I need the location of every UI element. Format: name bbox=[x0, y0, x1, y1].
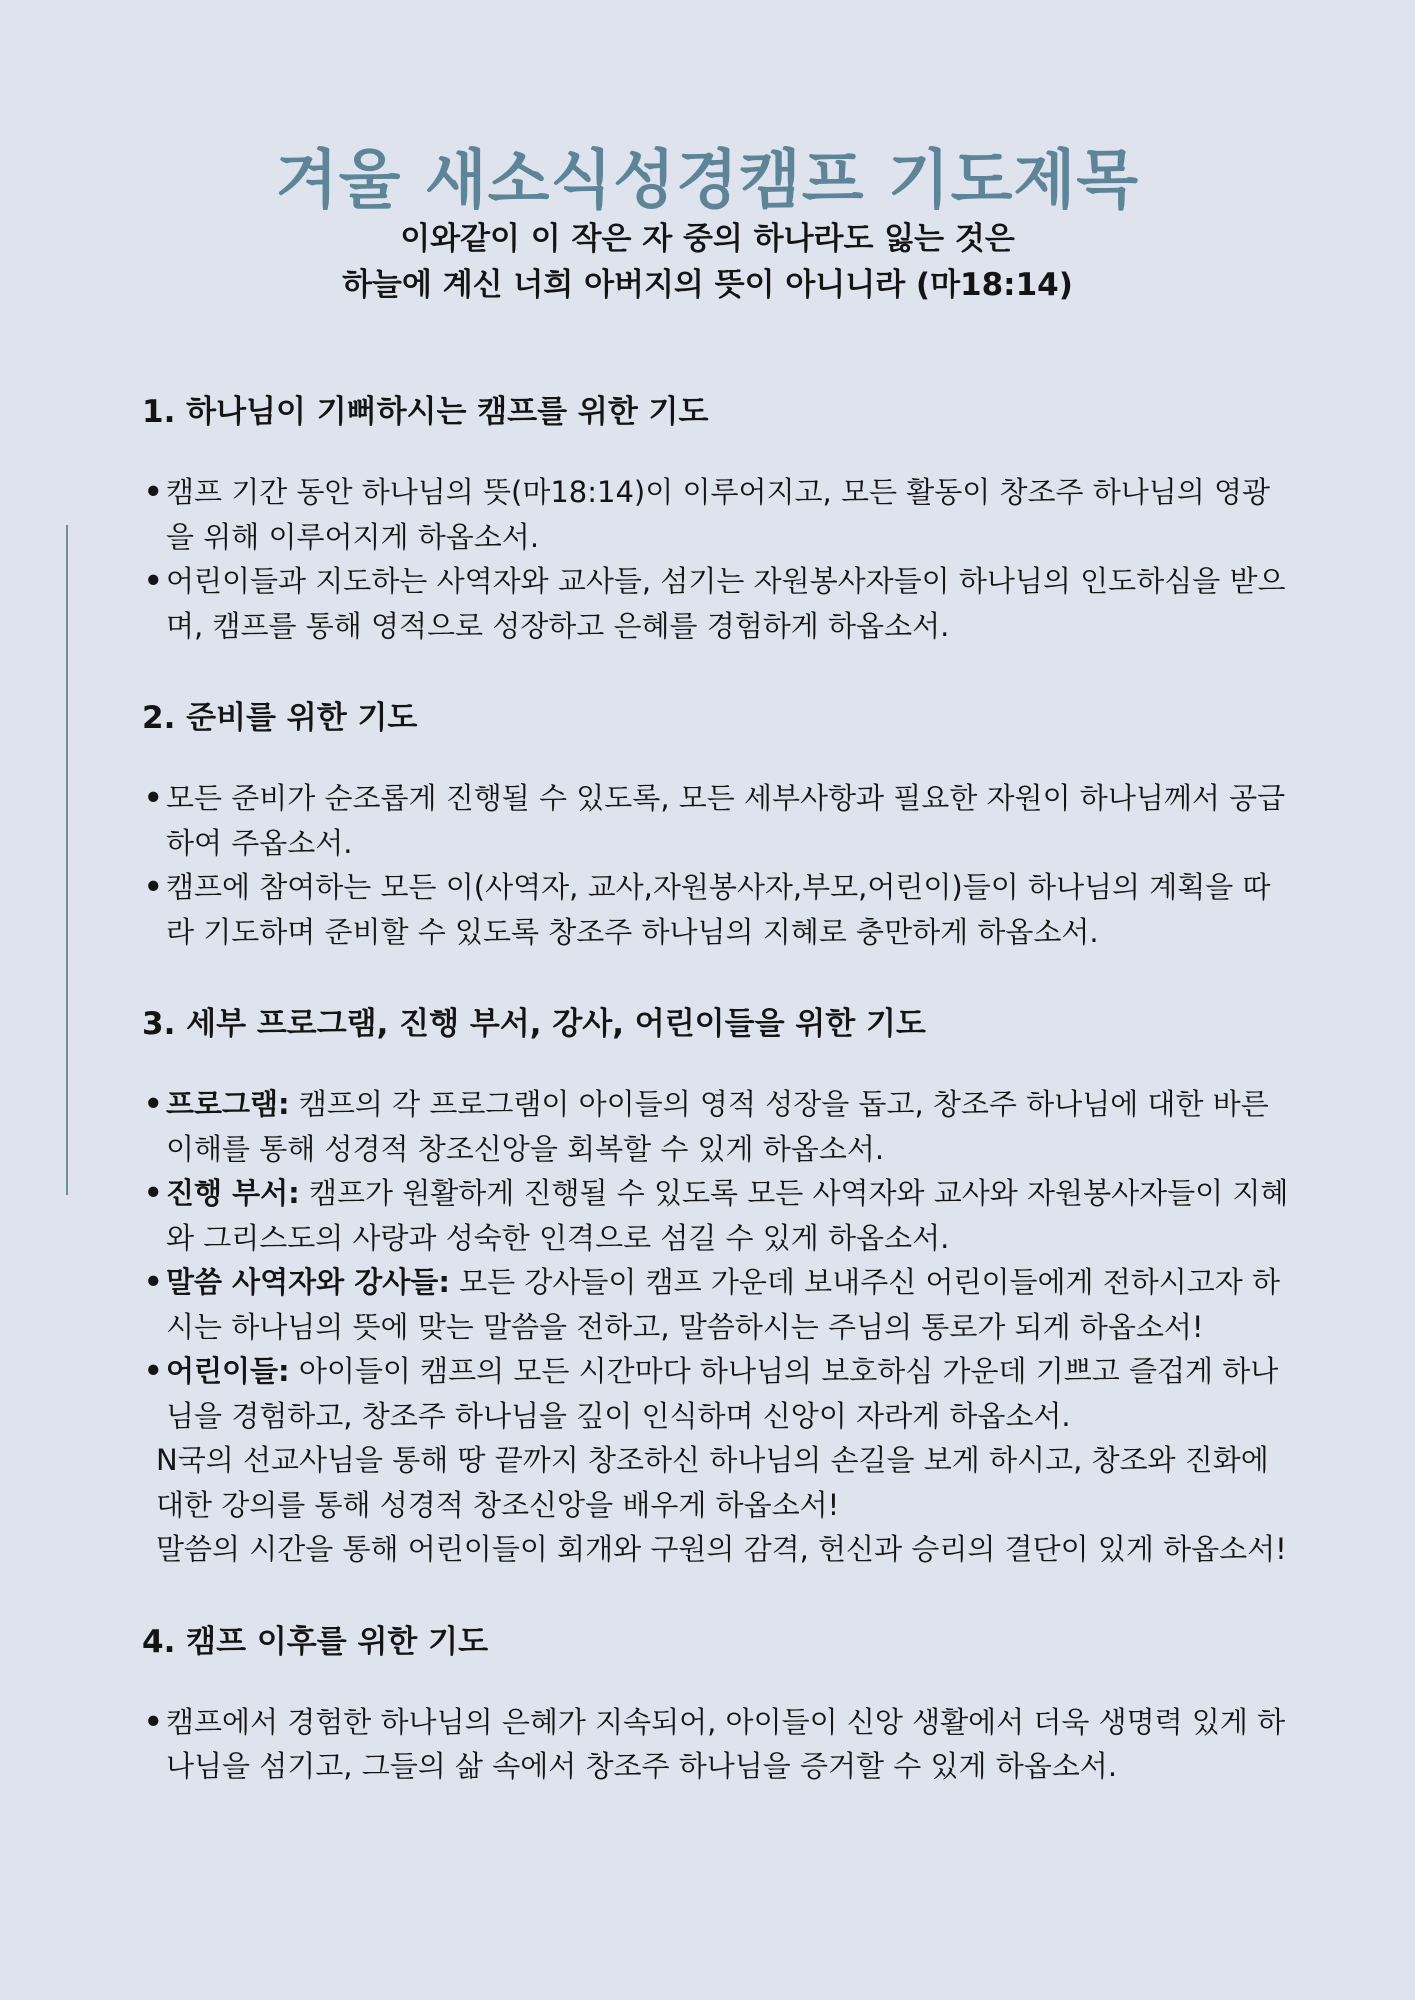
section-heading: 1. 하나님이 기뻐하시는 캠프를 위한 기도 bbox=[142, 394, 709, 430]
prayer-item-speakers bbox=[142, 1260, 1292, 1349]
item-text: 캠프의 각 프로그램이 아이들의 영적 성장을 돕고, 창조주 하나님에 대한 바른 이해를 통해 성경적 창조신앙을 회복할 수 있게 하옵소서. bbox=[166, 1087, 1269, 1166]
prayer-item: • 캠프 기간 동안 하나님의 뜻(마18:14)이 이루어지고, 모든 활동이 창조주 하나님의 영광을 위해 이루어지게 하옵소서. bbox=[142, 470, 1292, 559]
section-after-camp bbox=[142, 1614, 1292, 1789]
item-lead: 어린이들: bbox=[166, 1354, 290, 1388]
prayer-item: • 모든 준비가 순조롭게 진행될 수 있도록, 모든 세부사항과 필요한 자원이 하나님께서 공급하여 주옵소서. bbox=[142, 776, 1292, 865]
section-heading: 4. 캠프 이후를 위한 기도 bbox=[142, 1623, 489, 1660]
section-camp-pleasing-god bbox=[142, 384, 1292, 648]
prayer-item-extra: N국의 선교사님을 통해 땅 끝까지 창조하신 하나님의 손길을 보게 하시고, 창조와 진화에 대한 강의를 통해 성경적 창조신앙을 배우게 하옵소서! bbox=[156, 1443, 1269, 1522]
prayer-item-program bbox=[142, 1082, 1292, 1171]
prayer-list bbox=[142, 384, 1292, 1831]
section-preparation bbox=[142, 690, 1292, 954]
verse-line-2: 하늘에 계신 너희 아버지의 뜻이 아니니라 (마18:14) bbox=[342, 267, 1073, 303]
prayer-item: • 캠프에 참여하는 모든 이(사역자, 교사,자원봉사자,부모,어린이)들이 하나님의 계획을 따라 기도하며 준비할 수 있도록 창조주 하나님의 지혜로 충만하게 하옵소서. bbox=[142, 865, 1292, 954]
prayer-item-children bbox=[142, 1349, 1292, 1438]
prayer-item-department bbox=[142, 1171, 1292, 1260]
item-text: 캠프가 원활하게 진행될 수 있도록 모든 사역자와 교사와 자원봉사자들이 지혜와 그리스도의 사랑과 성숙한 인격으로 섬길 수 있게 하옵소서. bbox=[166, 1176, 1289, 1255]
prayer-item: • 캠프에서 경험한 하나님의 은혜가 지속되어, 아이들이 신앙 생활에서 더욱 생명력 있게 하나님을 섬기고, 그들의 삶 속에서 창조주 하나님을 증거할 수 있게 하옵소서. bbox=[142, 1700, 1292, 1789]
prayer-items bbox=[142, 1082, 1292, 1572]
section-programs bbox=[142, 996, 1292, 1572]
prayer-item-extra: 말씀의 시간을 통해 어린이들이 회개와 구원의 감격, 헌신과 승리의 결단이 있게 하옵소서! bbox=[156, 1532, 1287, 1566]
prayer-items bbox=[142, 1700, 1292, 1789]
verse-line-1: 이와같이 이 작은 자 중의 하나라도 잃는 것은 bbox=[400, 221, 1015, 257]
item-lead: 프로그램: bbox=[166, 1087, 290, 1121]
section-heading: 3. 세부 프로그램, 진행 부서, 강사, 어린이들을 위한 기도 bbox=[142, 1006, 926, 1042]
item-lead: 진행 부서: bbox=[166, 1176, 300, 1210]
page-title: 겨울 새소식성경캠프 기도제목 bbox=[275, 143, 1140, 218]
item-text: 아이들이 캠프의 모든 시간마다 하나님의 보호하심 가운데 기쁘고 즐겁게 하나님을 경험하고, 창조주 하나님을 깊이 인식하며 신앙이 자라게 하옵소서. bbox=[166, 1354, 1279, 1433]
prayer-items bbox=[142, 776, 1292, 954]
item-lead: 말씀 사역자와 강사들: bbox=[166, 1265, 450, 1299]
section-heading: 2. 준비를 위한 기도 bbox=[142, 700, 418, 736]
prayer-items bbox=[142, 470, 1292, 648]
prayer-item: • 어린이들과 지도하는 사역자와 교사들, 섬기는 자원봉사자들이 하나님의 인도하심을 받으며, 캠프를 통해 영적으로 성장하고 은혜를 경험하게 하옵소서. bbox=[142, 559, 1292, 648]
decorative-accent-line bbox=[66, 525, 68, 1195]
item-text: 모든 강사들이 캠프 가운데 보내주신 어린이들에게 전하시고자 하시는 하나님의 뜻에 맞는 말씀을 전하고, 말씀하시는 주님의 통로가 되게 하옵소서! bbox=[166, 1265, 1281, 1344]
bible-verse bbox=[0, 216, 1415, 308]
